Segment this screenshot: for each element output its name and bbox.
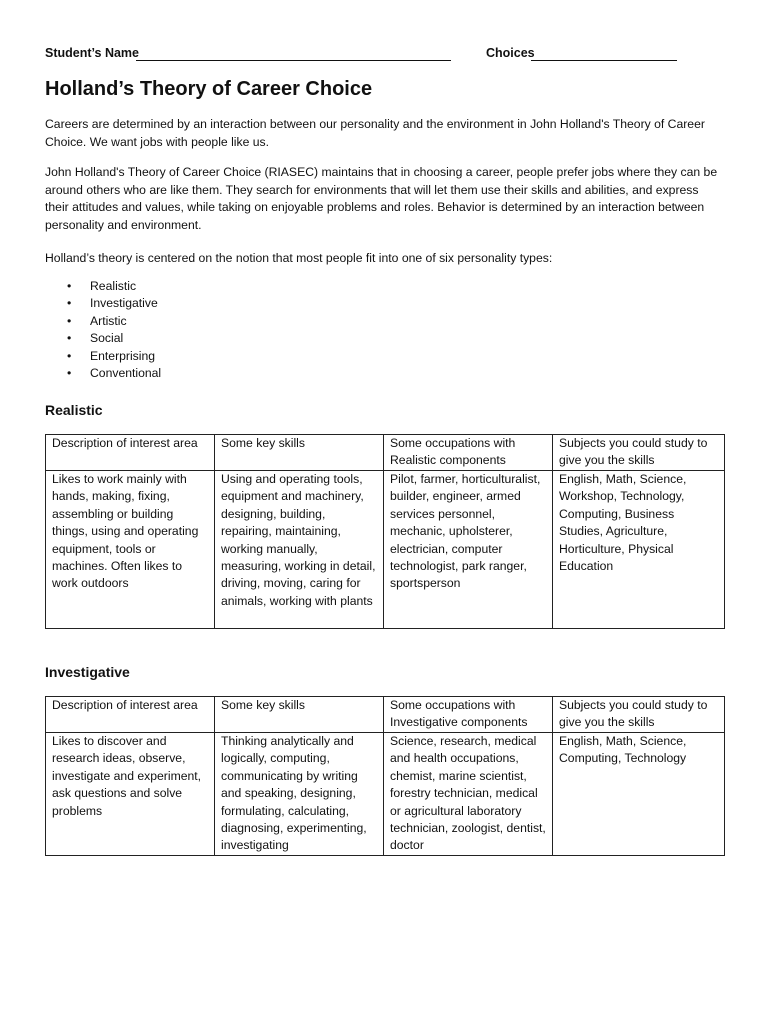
header-cell: Some key skills [215, 435, 384, 471]
list-item: • Investigative [45, 295, 161, 312]
list-item: • Artistic [45, 313, 161, 330]
table-cell: English, Math, Science, Workshop, Technology, Computing, Business Studies, Agriculture, Horticulture, Physical Education [553, 471, 725, 629]
table-header-row [46, 435, 725, 471]
realistic-table [45, 434, 725, 629]
personality-types-list [45, 278, 161, 382]
table-cell: English, Math, Science, Computing, Technology [553, 733, 725, 856]
student-name-label: Student’s Name [45, 46, 140, 60]
list-item: • Conventional [45, 365, 161, 382]
header-cell: Description of interest area [46, 435, 215, 471]
section-heading-realistic: Realistic [45, 402, 103, 418]
header-cell: Subjects you could study to give you the skills [553, 435, 725, 471]
intro-paragraph: Careers are determined by an interaction between our personality and the environment in John Holland's Theory of Career Choice. We want jobs with people like us. [45, 117, 705, 149]
riasec-paragraph: John Holland's Theory of Career Choice (RIASEC) maintains that in choosing a career, people prefer jobs where they can be around others who are like them. They search for environments that will let them use their skills and abilities, and express their attitudes and values, while taking on enjoyable problems and roles. Behavior is determined by an interaction between personality and environment. [45, 165, 718, 232]
header-cell: Some occupations with Investigative components [384, 697, 553, 733]
choices-label: Choices [486, 46, 535, 60]
student-name-field[interactable] [136, 60, 451, 61]
section-heading-investigative: Investigative [45, 664, 130, 680]
types-intro-paragraph: Holland’s theory is centered on the notion that most people fit into one of six personality types: [45, 251, 553, 265]
table-header-row [46, 697, 725, 733]
page-title: Holland’s Theory of Career Choice [45, 78, 373, 100]
table-cell: Science, research, medical and health occupations, chemist, marine scientist, forestry technician, medical or agricultural laboratory technician, zoologist, dentist, doctor [384, 733, 553, 856]
table-row [46, 733, 725, 856]
header-cell: Some occupations with Realistic components [384, 435, 553, 471]
header-cell: Description of interest area [46, 697, 215, 733]
investigative-table [45, 696, 725, 856]
table-cell: Likes to work mainly with hands, making, fixing, assembling or building things, using and operating equipment, tools or machines. Often likes to work outdoors [46, 471, 215, 629]
table-cell: Using and operating tools, equipment and machinery, designing, building, repairing, maintaining, working manually, measuring, working in detail, driving, moving, caring for animals, working with plants [215, 471, 384, 629]
choices-field[interactable] [531, 60, 677, 61]
header-cell: Subjects you could study to give you the skills [553, 697, 725, 733]
table-cell: Likes to discover and research ideas, observe, investigate and experiment, ask questions and solve problems [46, 733, 215, 856]
list-item: • Social [45, 330, 161, 347]
table-row [46, 471, 725, 629]
table-cell: Pilot, farmer, horticulturalist, builder, engineer, armed services personnel, mechanic, upholsterer, electrician, computer technologist, park ranger, sportsperson [384, 471, 553, 629]
header-cell: Some key skills [215, 697, 384, 733]
list-item: • Enterprising [45, 348, 161, 365]
list-item: • Realistic [45, 278, 161, 295]
table-cell: Thinking analytically and logically, computing, communicating by writing and speaking, designing, formulating, calculating, diagnosing, experimenting, investigating [215, 733, 384, 856]
